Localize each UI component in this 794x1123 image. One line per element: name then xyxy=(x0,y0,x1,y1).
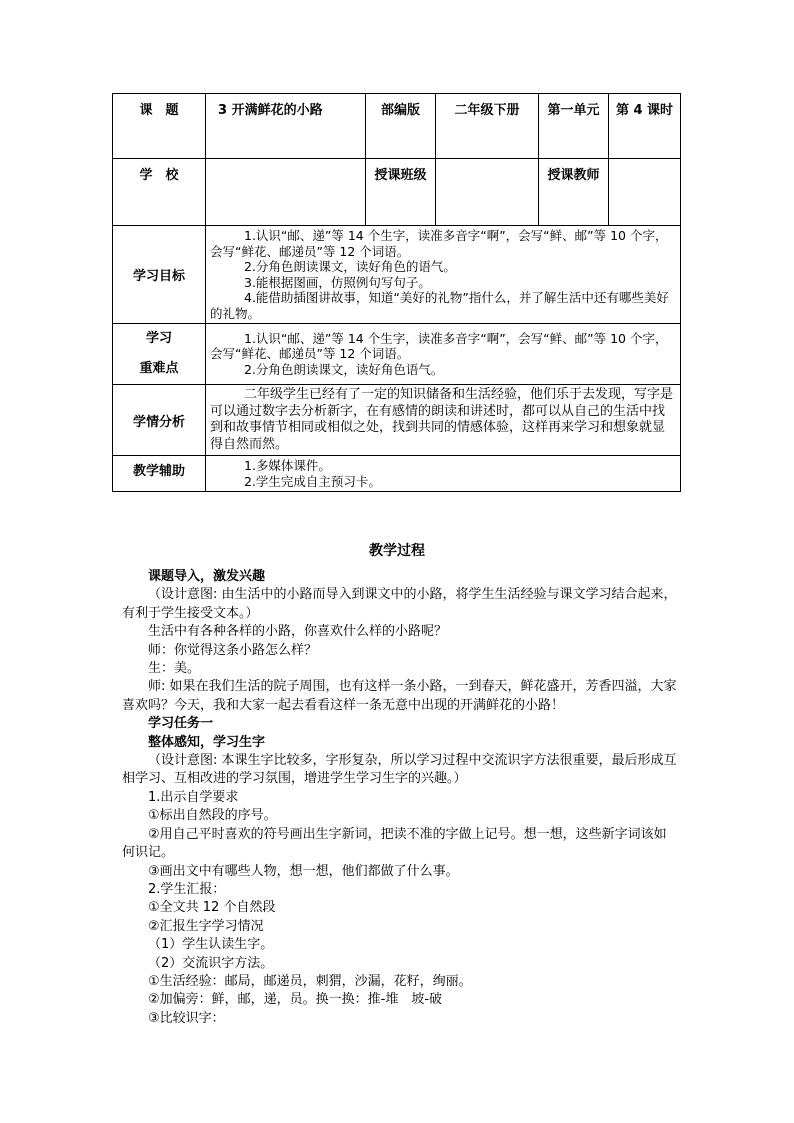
lesson-info-table xyxy=(112,93,681,492)
table-row-analysis xyxy=(113,385,681,456)
list-item: ②汇报生字学习情况 xyxy=(148,918,264,934)
dialogue-line: 师：你觉得这条小路怎么样？ xyxy=(148,642,318,658)
unit: 第一单元 xyxy=(539,94,609,159)
label-teacher: 授课教师 xyxy=(539,159,609,226)
table-row-aids xyxy=(113,456,681,492)
dialogue-line: 师: 如果在我们生活的院子周围，也有这样一条小路，一到春天，鲜花盛开，芳香四溢，大家喜欢吗？今天，我和大家一起去看看这样一条无意中出现的开满鲜花的小路！ xyxy=(122,679,677,713)
list-item: ①标出自然段的序号。 xyxy=(148,808,277,824)
teacher-value xyxy=(609,159,681,226)
list-item: ③比较识字： xyxy=(148,1010,225,1026)
list-item: （2）交流识字方法。 xyxy=(148,955,274,971)
goal-item: 2.分角色朗读课文，读好角色的语气。 xyxy=(244,259,456,274)
label-keypoints xyxy=(113,324,206,385)
table-row-keypoints xyxy=(113,324,681,385)
grade: 二年级下册 xyxy=(436,94,539,159)
edition: 部编版 xyxy=(366,94,436,159)
label-aids: 教学辅助 xyxy=(113,456,206,492)
process-body xyxy=(122,568,678,1028)
list-item: ①生活经验：邮局，邮递员，刺猬，沙漏，花籽，绚丽。 xyxy=(148,973,472,989)
process-title: 教学过程 xyxy=(369,543,425,559)
lesson-title: 3 开满鲜花的小路 xyxy=(206,94,366,159)
table-row-school xyxy=(113,159,681,226)
class-value xyxy=(436,159,539,226)
keypoints-content xyxy=(206,324,681,385)
list-item: 2.学生汇报： xyxy=(148,881,226,897)
list-item: ②用自己平时喜欢的符号画出生字新词，把读不准的字做上记号。想一想，这些新字词该如何识记。 xyxy=(122,826,667,861)
aid-item: 2.学生完成自主预习卡。 xyxy=(244,473,381,489)
label-school: 学 校 xyxy=(113,159,206,226)
table-row-title xyxy=(113,94,681,159)
label-goals: 学习目标 xyxy=(113,226,206,324)
dialogue-line: 生：美。 xyxy=(148,661,201,677)
school-value xyxy=(206,159,366,226)
table-row-goals xyxy=(113,226,681,324)
section-heading: 课题导入，激发兴趣 xyxy=(148,569,266,584)
list-item: （1）学生认读生字。 xyxy=(148,937,274,953)
label-keypoints-line1: 学习 xyxy=(145,331,172,346)
analysis-content xyxy=(206,385,681,456)
list-item: ①全文共 12 个自然段 xyxy=(148,900,276,916)
design-intent: （设计意图: 本课生字比较多，字形复杂，所以学习过程中交流识字方法很重要，最后形成互相学习、互相改进的学习氛围，增进学生学习生字的兴趣。） xyxy=(122,753,677,787)
goal-item: 4.能借助插图讲故事，知道“美好的礼物”指什么，并了解生活中还有哪些美好的礼物。 xyxy=(210,290,669,321)
goal-item: 1.认识“邮、递”等 14 个生字，读准多音字“啊”，会写“鲜、邮”等 10 个字，会写“鲜花、邮递员”等 12 个词语。 xyxy=(210,228,668,259)
period: 第 4 课时 xyxy=(609,94,681,159)
goals-content xyxy=(206,226,681,324)
goal-item: 3.能根据图画，仿照例句写句子。 xyxy=(244,274,431,290)
list-item: 1.出示自学要求 xyxy=(148,789,239,805)
label-keypoints-line2: 重难点 xyxy=(139,361,179,376)
aid-item: 1.多媒体课件。 xyxy=(244,458,331,473)
label-analysis: 学情分析 xyxy=(113,385,206,456)
task-subheading: 整体感知，学习生字 xyxy=(148,734,266,750)
list-item: ③画出文中有哪些人物，想一想，他们都做了什么事。 xyxy=(148,863,459,879)
task-heading: 学习任务一 xyxy=(148,716,214,732)
analysis-text: 二年级学生已经有了一定的知识储备和生活经验，他们乐于去发现，写字是可以通过数字去分析新字，在有感情的朗读和讲述时，都可以从自己的生活中找到和故事情节相同或相似之处，找到共同的情感体验，这样再来学习和想象就显得自然而然。 xyxy=(210,387,674,452)
paragraph: 生活中有各种各样的小路，你喜欢什么样的小路呢？ xyxy=(148,624,448,640)
label-topic: 课 题 xyxy=(113,94,206,159)
design-intent: （设计意图: 由生活中的小路而导入到课文中的小路，将学生生活经验与课文学习结合起来，有利于学生接受文本。） xyxy=(122,587,677,621)
aids-content xyxy=(206,456,681,492)
label-class: 授课班级 xyxy=(366,159,436,226)
list-item: ②加偏旁：鲜，邮，递，员。换一换：推-堆 坡-破 xyxy=(148,992,443,1008)
keypoint-item: 2.分角色朗读课文，读好角色语气。 xyxy=(244,361,444,377)
keypoint-item: 1.认识“邮、递”等 14 个生字，读准多音字“啊”，会写“鲜、邮”等 10 个字，会写“鲜花、邮递员”等 12 个词语。 xyxy=(210,330,668,362)
